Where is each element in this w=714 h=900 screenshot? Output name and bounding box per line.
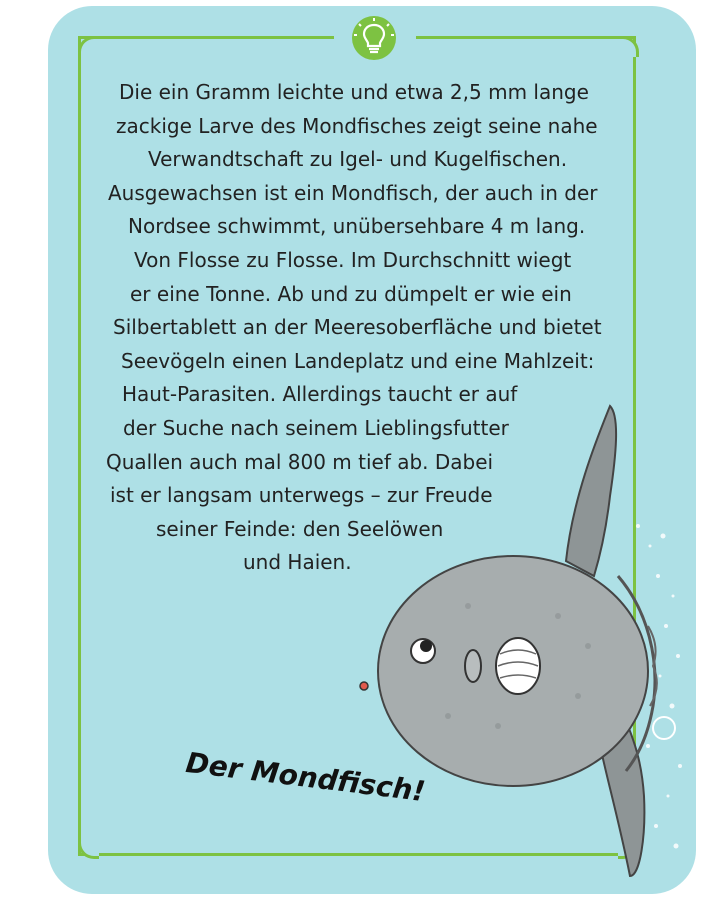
card-title: Der Mondfisch! bbox=[183, 746, 428, 809]
fact-text-line: Nordsee schwimmt, unübersehbare 4 m lang. bbox=[128, 214, 586, 239]
frame-corner-top-left bbox=[78, 36, 99, 57]
fact-text-line: Quallen auch mal 800 m tief ab. Dabei bbox=[106, 449, 494, 474]
frame-border-left bbox=[78, 36, 81, 856]
fact-text-line: er eine Tonne. Ab und zu dümpelt er wie ein bbox=[130, 281, 572, 306]
fact-text-line: Haut-Parasiten. Allerdings taucht er auf bbox=[122, 382, 518, 407]
lightbulb-icon bbox=[350, 14, 398, 62]
fact-text-line: Ausgewachsen ist ein Mondfisch, der auch in der bbox=[108, 180, 598, 205]
fact-text-line: und Haien. bbox=[243, 550, 352, 575]
fact-text-line: Silbertablett an der Meeresoberfläche und bietet bbox=[113, 315, 602, 340]
fact-text-line: Die ein Gramm leichte und etwa 2,5 mm lange bbox=[119, 80, 589, 104]
fact-card bbox=[48, 6, 696, 894]
fact-text-line: der Suche nach seinem Lieblingsfutter bbox=[123, 416, 509, 440]
frame-border-top-right bbox=[416, 36, 636, 39]
frame-border-top-left bbox=[78, 36, 334, 39]
fact-text-line: seiner Feinde: den Seelöwen bbox=[156, 516, 444, 541]
fact-text-line: Von Flosse zu Flosse. Im Durchschnitt wiegt bbox=[134, 248, 572, 272]
fact-text-line: ist er langsam unterwegs – zur Freude bbox=[110, 483, 493, 508]
fact-text-line: Seevögeln einen Landeplatz und eine Mahlzeit: bbox=[121, 348, 595, 373]
fact-text-line: Verwandtschaft zu Igel- und Kugelfischen. bbox=[148, 147, 568, 172]
fact-text-line: zackige Larve des Mondfisches zeigt seine nahe bbox=[116, 113, 598, 138]
